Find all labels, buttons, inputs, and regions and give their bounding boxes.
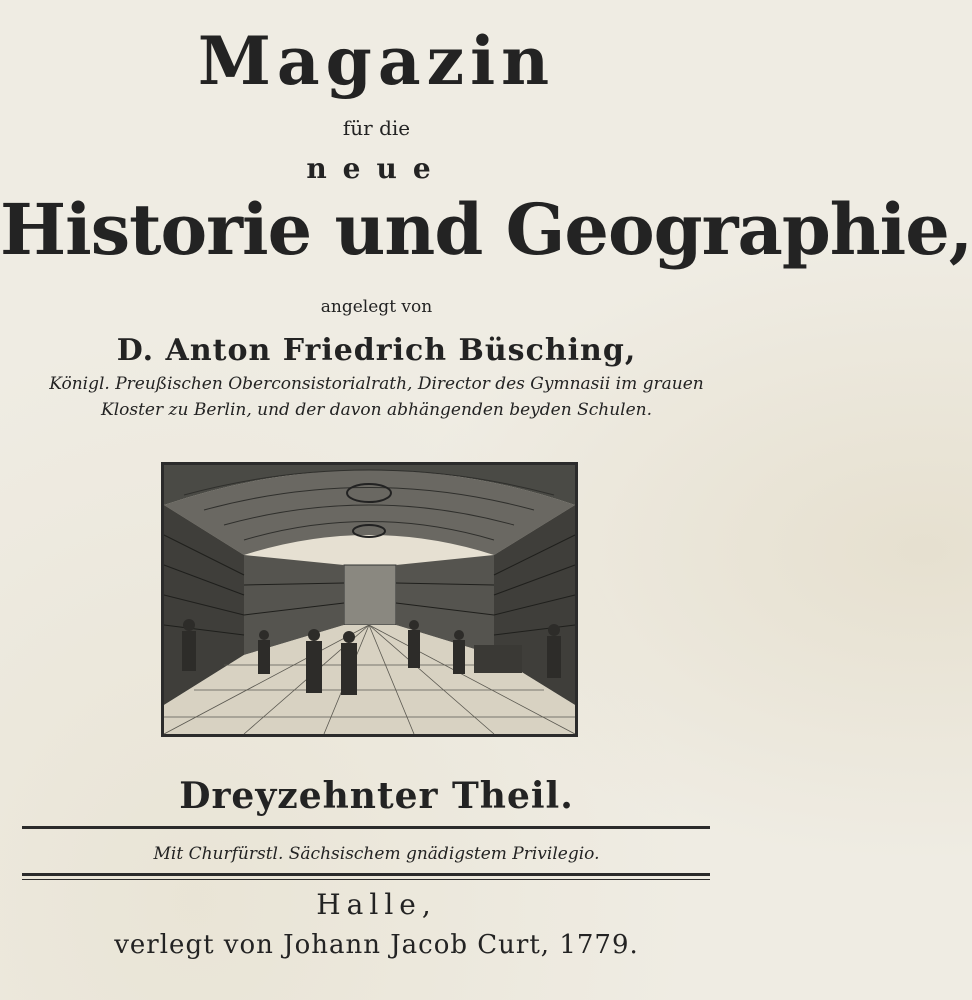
book-title: Magazin bbox=[197, 22, 556, 100]
author-description-line-1: Königl. Preußischen Oberconsistorialrath, Director des Gymnasii im grauen bbox=[49, 374, 704, 394]
book-subtitle: Historie und Geographie, bbox=[0, 188, 972, 271]
top-divider-rule bbox=[22, 826, 710, 829]
for-the-line: für die bbox=[342, 116, 411, 140]
part-number: Dreyzehnter Theil. bbox=[179, 775, 574, 817]
bottom-divider-rule bbox=[22, 873, 710, 876]
author-description-line-2: Kloster zu Berlin, und der davon abhängenden beyden Schulen. bbox=[101, 400, 652, 420]
engraving-icon bbox=[164, 465, 575, 734]
imprint-publisher: verlegt von Johann Jacob Curt, 1779. bbox=[114, 930, 639, 960]
author-name: D. Anton Friedrich Büsching, bbox=[116, 333, 637, 368]
compiled-by-line: angelegt von bbox=[320, 297, 433, 317]
privilege-line: Mit Churfürstl. Sächsischem gnädigstem Privilegio. bbox=[153, 844, 600, 864]
imprint-city: Halle, bbox=[316, 888, 437, 921]
library-interior-engraving bbox=[161, 462, 578, 737]
bottom-divider-thin-rule bbox=[22, 879, 710, 880]
new-line: neue bbox=[306, 152, 447, 185]
